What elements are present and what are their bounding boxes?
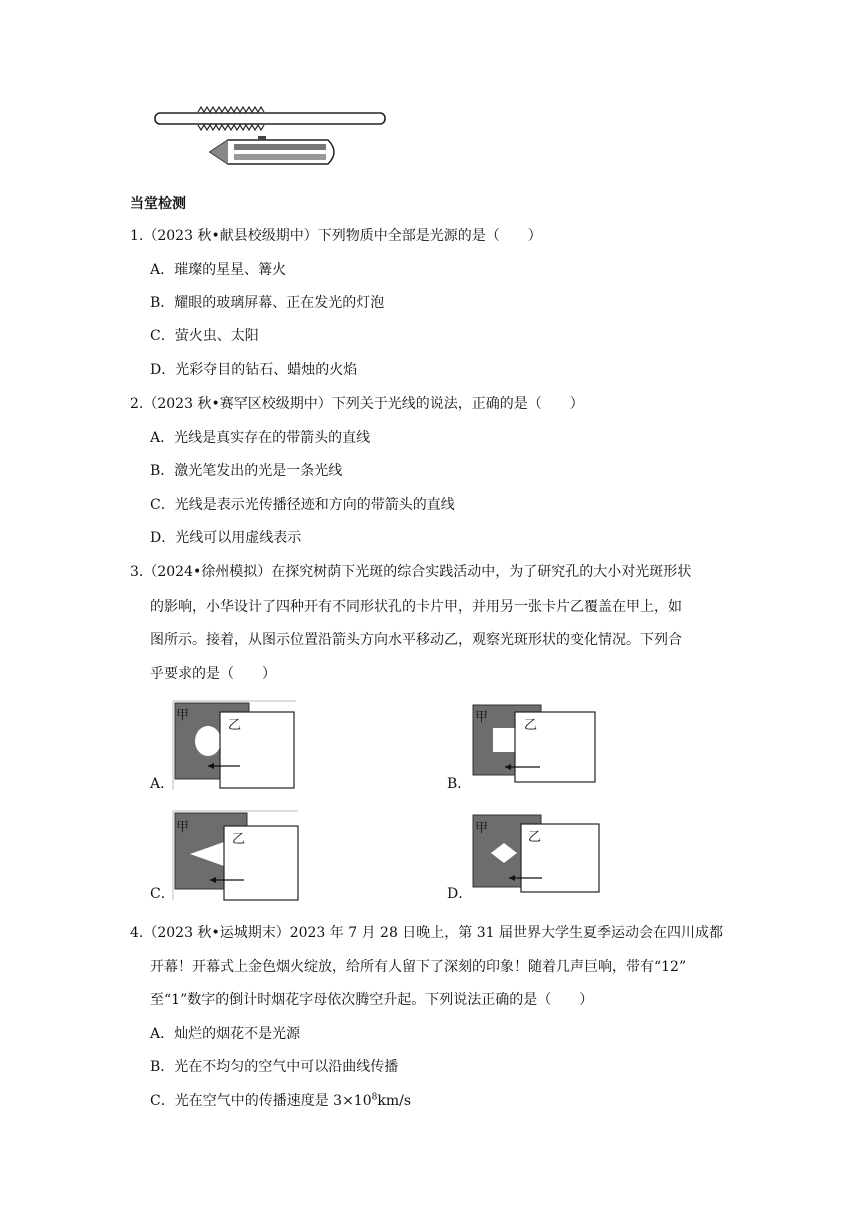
question-2-line	[130, 394, 584, 414]
question-source: （2024•徐州模拟）	[143, 564, 272, 580]
question-stem: 下列关于光线的说法，正确的是（ ）	[331, 396, 584, 412]
question-4-line-1	[130, 923, 723, 943]
question-stem: 下列物质中全部是光源的是（ ）	[317, 228, 542, 244]
figure-option-a	[172, 700, 298, 792]
question-number: 1.	[130, 228, 144, 244]
question-source: （2023 秋•赛罕区校级期中）	[143, 396, 332, 412]
question-3-line-2: 的影响，小华设计了四种开有不同形状孔的卡片甲，并用另一张卡片乙覆盖在甲上，如	[150, 599, 682, 615]
question-source: （2023 秋•运城期末）	[143, 925, 290, 941]
question-number: 2.	[130, 396, 144, 412]
figure-option-b	[472, 704, 598, 784]
option-a: A．灿烂的烟花不是光源	[150, 1026, 301, 1042]
figure-option-d	[472, 814, 602, 894]
card-jia-label: 甲	[475, 710, 489, 725]
card-figure-triangle	[172, 810, 302, 902]
option-a: A．光线是真实存在的带箭头的直线	[150, 430, 371, 446]
card-yi-label: 乙	[528, 830, 542, 845]
question-number: 4.	[130, 925, 144, 941]
option-a: A．璀璨的星星、篝火	[150, 262, 287, 278]
question-3-line-3: 图所示。接着，从图示位置沿箭头方向水平移动乙，观察光斑形状的变化情况。下列合	[150, 632, 682, 648]
figure-option-d-letter: D．	[447, 886, 473, 902]
option-b: B．光在不均匀的空气中可以沿曲线传播	[150, 1059, 399, 1075]
option-b: B．耀眼的玻璃屏幕、正在发光的灯泡	[150, 295, 385, 311]
question-3-line-4: 乎要求的是（ ）	[150, 666, 276, 682]
question-stem-part: 2023 年 7 月 28 日晚上，第 31 届世界大学生夏季运动会在四川成都	[289, 925, 724, 941]
figure-option-c	[172, 810, 302, 902]
question-4-line-2: 开幕！开幕式上金色烟火绽放，给所有人留下了深刻的印象！随着几声巨响，带有“12”	[150, 959, 687, 975]
card-jia-label: 甲	[475, 821, 489, 836]
section-heading: 当堂检测	[130, 196, 186, 212]
card-yi-label: 乙	[228, 718, 242, 733]
card-yi-label: 乙	[232, 832, 246, 847]
figure-option-b-letter: B．	[447, 776, 472, 792]
option-c: C．萤火虫、太阳	[150, 328, 259, 344]
figure-option-a-letter: A．	[150, 776, 175, 792]
question-number: 3.	[130, 564, 144, 580]
question-4-line-3: 至“1”数字的倒计时烟花字母依次腾空升起。下列说法正确的是（ ）	[150, 992, 594, 1008]
option-c-text: C．光在空气中的传播速度是 3×10	[150, 1093, 372, 1109]
question-1-line	[130, 226, 542, 246]
figure-option-c-letter: C．	[150, 886, 175, 902]
card-yi-label: 乙	[524, 718, 538, 733]
option-c	[150, 1091, 411, 1111]
option-c: C．光线是表示光传播径迹和方向的带箭头的直线	[150, 497, 455, 513]
option-b: B．激光笔发出的光是一条光线	[150, 463, 343, 479]
question-source: （2023 秋•献县校级期中）	[143, 228, 318, 244]
option-d: D．光彩夺目的钻石、蜡烛的火焰	[150, 362, 358, 378]
option-c-exponent: 8	[371, 1092, 378, 1103]
card-jia-label: 甲	[176, 820, 190, 835]
card-jia-label: 甲	[176, 708, 190, 723]
spring-rod-figure	[150, 100, 395, 172]
option-c-unit: km/s	[377, 1093, 412, 1109]
option-d: D．光线可以用虚线表示	[150, 530, 302, 546]
question-stem-part: 在探究树荫下光斑的综合实践活动中，为了研究孔的大小对光斑形状	[271, 564, 692, 580]
question-3-line-1	[130, 562, 691, 582]
